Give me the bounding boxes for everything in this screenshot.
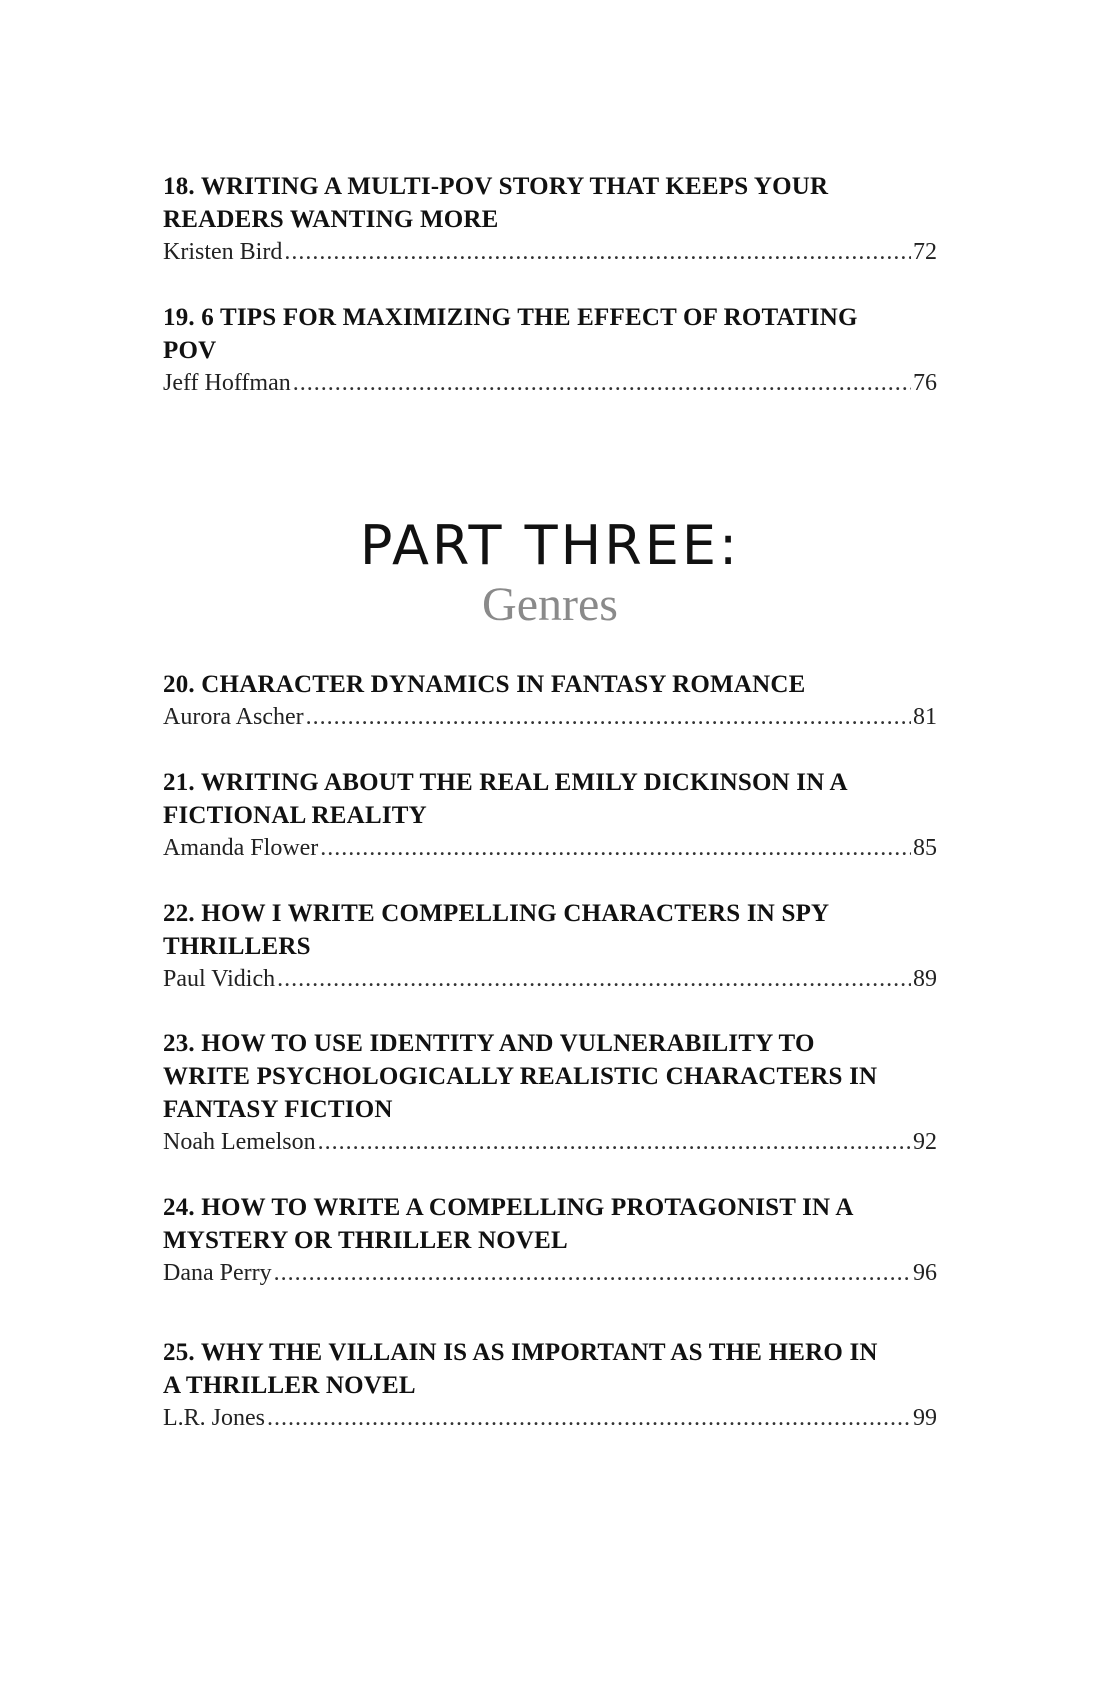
- part-subtitle: Genres: [482, 578, 618, 631]
- toc-entry-23[interactable]: [163, 1027, 937, 1159]
- entry-title-line: 22. HOW I WRITE COMPELLING CHARACTERS IN SPY: [163, 900, 830, 927]
- entry-page-number: 96: [913, 1260, 937, 1286]
- entry-title-line: WRITE PSYCHOLOGICALLY REALISTIC CHARACTERS IN: [163, 1063, 878, 1090]
- entry-author-line: [163, 963, 937, 996]
- toc-entry-18[interactable]: [163, 170, 937, 269]
- dot-leader: [267, 1402, 911, 1435]
- entry-page-number: 72: [913, 239, 937, 265]
- entry-page-number: 81: [913, 704, 937, 730]
- entry-title-line: 23. HOW TO USE IDENTITY AND VULNERABILITY TO: [163, 1030, 815, 1057]
- entry-title-line: 24. HOW TO WRITE A COMPELLING PROTAGONIST IN A: [163, 1194, 854, 1221]
- entry-page-number: 89: [913, 966, 937, 992]
- entry-author: Dana Perry: [163, 1260, 272, 1286]
- toc-entry-19[interactable]: [163, 301, 937, 400]
- dot-leader: [277, 963, 911, 996]
- entry-author-line: [163, 701, 937, 734]
- entry-title-line: THRILLERS: [163, 933, 311, 960]
- entry-title-line: 19. 6 TIPS FOR MAXIMIZING THE EFFECT OF ROTATING: [163, 304, 858, 331]
- entry-author-line: [163, 236, 937, 269]
- entry-author: Kristen Bird: [163, 239, 283, 265]
- entry-title: [163, 668, 937, 701]
- dot-leader: [274, 1257, 911, 1290]
- entry-title-line: FANTASY FICTION: [163, 1096, 393, 1123]
- entry-title-line: 25. WHY THE VILLAIN IS AS IMPORTANT AS THE HERO IN: [163, 1339, 878, 1366]
- entry-title-line: 20. CHARACTER DYNAMICS IN FANTASY ROMANCE: [163, 671, 806, 698]
- entry-author: Noah Lemelson: [163, 1129, 316, 1155]
- toc-entry-25[interactable]: [163, 1336, 937, 1435]
- entry-title-line: FICTIONAL REALITY: [163, 802, 427, 829]
- entry-title-line: READERS WANTING MORE: [163, 206, 499, 233]
- entry-title: [163, 1336, 937, 1402]
- entry-title-line: 18. WRITING A MULTI-POV STORY THAT KEEPS YOUR: [163, 173, 829, 200]
- entry-author-line: [163, 832, 937, 865]
- entry-title: [163, 897, 937, 963]
- entry-title-line: A THRILLER NOVEL: [163, 1372, 416, 1399]
- entry-page-number: 99: [913, 1405, 937, 1431]
- entry-author-line: [163, 1402, 937, 1435]
- toc-entry-20[interactable]: [163, 668, 937, 734]
- entry-author: Amanda Flower: [163, 835, 319, 861]
- entry-title: [163, 1191, 937, 1257]
- entry-title-line: MYSTERY OR THRILLER NOVEL: [163, 1227, 568, 1254]
- entry-title-line: POV: [163, 337, 217, 364]
- entry-page-number: 85: [913, 835, 937, 861]
- entry-author: Paul Vidich: [163, 966, 276, 992]
- entry-author: Aurora Ascher: [163, 704, 304, 730]
- toc-entry-21[interactable]: [163, 766, 937, 865]
- entry-page-number: 92: [913, 1129, 937, 1155]
- entry-author-line: [163, 1126, 937, 1159]
- part-heading: [0, 516, 1100, 634]
- entry-author-line: [163, 367, 937, 400]
- entry-title: [163, 301, 937, 367]
- entry-author: L.R. Jones: [163, 1405, 265, 1431]
- entry-author-line: [163, 1257, 937, 1290]
- dot-leader: [320, 832, 911, 865]
- entry-title-line: 21. WRITING ABOUT THE REAL EMILY DICKINSON IN A: [163, 769, 848, 796]
- part-title: PART THREE:: [359, 514, 741, 577]
- dot-leader: [306, 701, 911, 734]
- entry-title: [163, 1027, 937, 1126]
- toc-entry-24[interactable]: [163, 1191, 937, 1290]
- dot-leader: [293, 367, 911, 400]
- entry-title: [163, 170, 937, 236]
- toc-entry-22[interactable]: [163, 897, 937, 996]
- dot-leader: [284, 236, 911, 269]
- dot-leader: [318, 1126, 911, 1159]
- entry-title: [163, 766, 937, 832]
- entry-author: Jeff Hoffman: [163, 370, 291, 396]
- entry-page-number: 76: [913, 370, 937, 396]
